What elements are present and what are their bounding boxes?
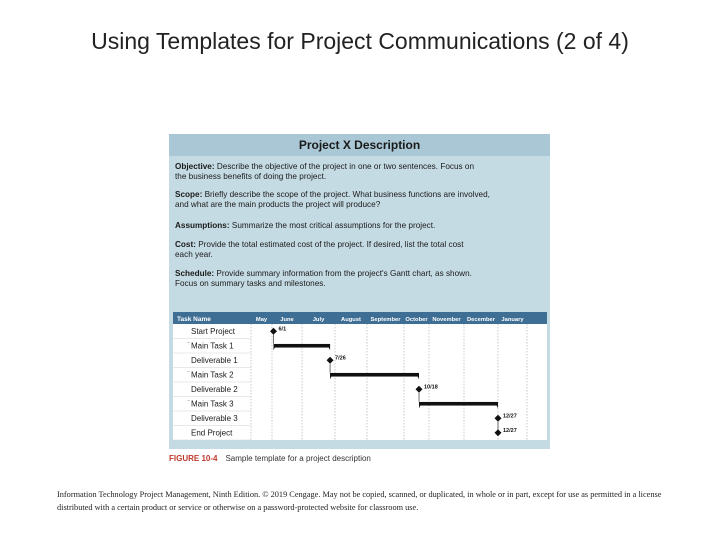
section-label: Objective: (175, 162, 215, 171)
section-line: each year. (175, 250, 213, 259)
gantt-milestone-label: 7/26 (335, 355, 346, 362)
cost-section (175, 240, 545, 260)
gantt-task-prefix: ⁻ (187, 370, 191, 377)
gantt-chart (173, 312, 547, 446)
section-line: Provide the total estimated cost of the project. If desired, list the total cost (195, 240, 464, 249)
section-line: Summarize the most critical assumptions for the project. (229, 221, 436, 230)
gantt-milestone-label: 6/1 (278, 326, 287, 333)
gantt-month-label: August (341, 317, 361, 323)
scope-section (175, 190, 545, 210)
gantt-task-name: Deliverable 3 (191, 414, 238, 423)
figure-heading: Project X Description (169, 134, 550, 156)
section-line: Briefly describe the scope of the project. What business functions are involved, (202, 190, 490, 199)
caption-text: Sample template for a project description (225, 454, 371, 463)
gantt-task-name: Main Task 2 (191, 370, 234, 380)
schedule-section (175, 269, 545, 289)
gantt-summary-bar (274, 344, 331, 348)
section-label: Cost: (175, 240, 196, 249)
copyright-footer: Information Technology Project Management, Ninth Edition. © 2019 Cengage. May not be copied, scanned, or duplicated, in whole or in part, except for use as permitted in a license distributed with a certain product or service or otherwise on a password-protected website for classroom use. (57, 490, 662, 512)
gantt-milestone-label: 12/27 (503, 413, 517, 420)
section-line: Provide summary information from the project's Gantt chart, as shown. (214, 269, 472, 278)
gantt-task-name: Main Task 3 (191, 399, 234, 409)
gantt-task-name: End Project (191, 428, 233, 438)
gantt-milestone-label: 12/27 (503, 427, 517, 434)
gantt-month-label: December (466, 317, 496, 323)
gantt-month-label: September (370, 317, 401, 323)
gantt-month-label: June (280, 317, 294, 323)
gantt-summary-bar (330, 373, 419, 377)
gantt-month-label: May (255, 317, 268, 323)
project-description-figure (169, 134, 550, 449)
section-line: and what are the main products the project will produce? (175, 200, 381, 209)
section-line: Focus on summary tasks and milestones. (175, 279, 326, 288)
section-line: Describe the objective of the project in one or two sentences. Focus on (214, 162, 475, 171)
gantt-month-label: July (312, 317, 325, 323)
gantt-timeline-area (251, 324, 547, 440)
gantt-task-prefix: ⁻ (187, 341, 191, 348)
section-line: the business benefits of doing the project. (175, 172, 327, 181)
gantt-summary-bar (419, 402, 498, 406)
section-label: Schedule: (175, 269, 215, 278)
gantt-task-header: Task Name (177, 316, 211, 323)
gantt-task-prefix: ⁻ (187, 399, 191, 406)
section-label: Scope: (175, 190, 203, 199)
caption-label: FIGURE 10-4 (169, 454, 218, 463)
slide-title: Using Templates for Project Communications (2 of 4) (91, 28, 629, 54)
objective-section (175, 162, 545, 182)
gantt-task-name: Deliverable 2 (191, 385, 238, 394)
gantt-month-label: October (405, 317, 428, 323)
assumptions-section (175, 221, 545, 231)
gantt-task-name: Main Task 1 (191, 341, 234, 351)
gantt-month-label: November (432, 317, 461, 323)
gantt-milestone-label: 10/18 (424, 384, 438, 391)
gantt-task-name: Start Project (191, 327, 236, 336)
figure-caption (169, 454, 371, 463)
gantt-task-name: Deliverable 1 (191, 356, 238, 365)
section-label: Assumptions: (175, 221, 230, 230)
gantt-month-label: January (501, 317, 524, 323)
